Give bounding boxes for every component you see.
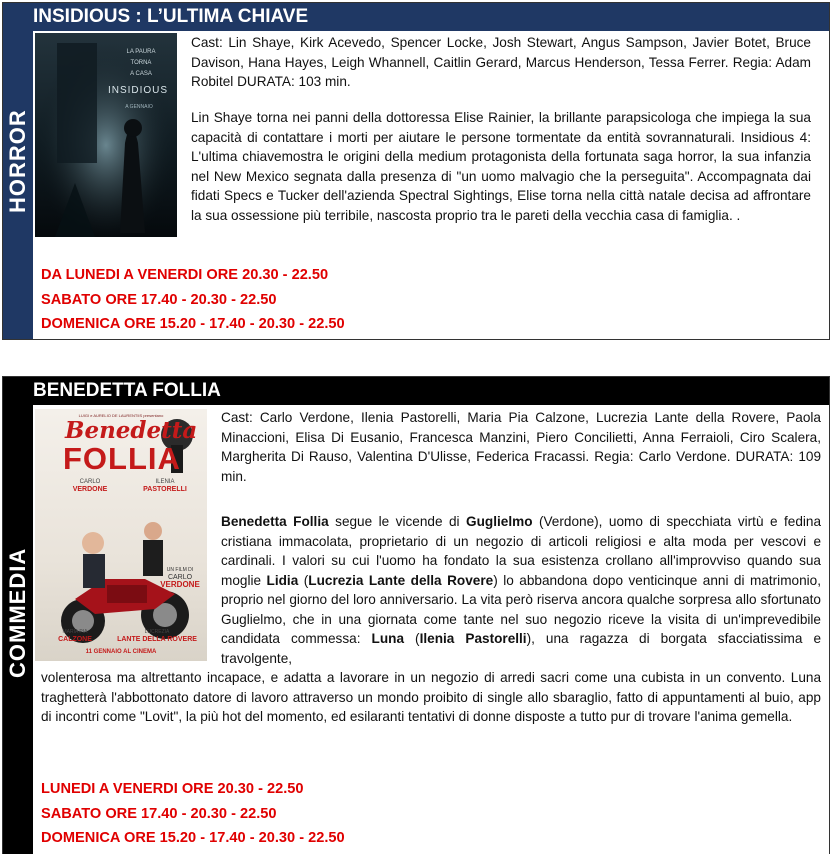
plot-text: (	[298, 572, 309, 588]
poster-cast-left	[65, 479, 115, 493]
poster-cast-bottom-right-last: LANTE DELLA ROVERE	[117, 636, 197, 643]
plot-actor: Lucrezia Lante della Rovere	[308, 572, 494, 588]
plot-text: (	[404, 631, 420, 646]
poster-tagline: LA PAURA TORNA A CASA	[126, 49, 156, 77]
poster-cast-right-first: ILENIA	[155, 479, 175, 485]
poster-cast-right-last: PASTORELLI	[143, 486, 187, 493]
genre-label: COMMEDIA	[5, 547, 30, 678]
showtimes	[41, 263, 345, 337]
showtime-weekday: DA LUNEDI A VENERDI ORE 20.30 - 22.50	[41, 267, 329, 283]
film-title: INSIDIOUS : L’ULTIMA CHIAVE	[3, 3, 829, 31]
plot-character: Lidia	[266, 572, 299, 588]
plot-film-title: Benedetta Follia	[221, 514, 329, 529]
poster-cast-right	[135, 479, 195, 493]
genre-sidebar	[3, 405, 33, 854]
poster-studio: LUIGI e AURELIO DE LAURENTIIS presentano	[78, 413, 164, 418]
movie-poster	[35, 409, 207, 661]
poster-release: 11 GENNAIO AL CINEMA	[85, 649, 157, 655]
cast-info: Cast: Carlo Verdone, Ilenia Pastorelli, Maria Pia Calzone, Lucrezia Lante della Rovere, Paola Minaccioni, Elisa Di Eusanio, Francesca Manzini, Piero Concilietti, Anna Ferraioli, Ciro Scalera, Margherita Di Rauso, Valentina D'Ulisse, Federica Fracassi. Regia: Carlo Verdone. DURATA: 109 min.	[221, 410, 821, 484]
poster-cast-bottom-left-first: MARIA PIA	[62, 629, 88, 635]
cast-info: Cast: Lin Shaye, Kirk Acevedo, Spencer Locke, Josh Stewart, Angus Sampson, Javier Botet, Bruce Davison, Hana Hayes, Leigh Whannell, Caitlin Gerard, Marcus Henderson, Tessa Ferrer. Regia: Adam Robitel DURATA: 103 min.	[191, 35, 811, 89]
showtimes	[41, 777, 345, 851]
plot-actor: Ilenia Pastorelli	[419, 631, 527, 646]
poster-title-script: Benedetta	[65, 417, 198, 444]
plot-character: Luna	[371, 631, 405, 646]
film-card-insidious	[2, 2, 830, 340]
showtime-sunday: DOMENICA ORE 15.20 - 17.40 - 20.30 - 22.50	[41, 830, 345, 846]
genre-sidebar	[3, 31, 33, 339]
plot-text: segue le vicende di	[328, 514, 467, 529]
poster-director-first: CARLO	[167, 574, 193, 581]
showtime-weekday: LUNEDI A VENERDI ORE 20.30 - 22.50	[41, 781, 304, 797]
poster-cast-bottom-left	[45, 629, 105, 643]
poster-cast-bottom-left-last: CALZONE	[58, 636, 92, 643]
poster-director	[157, 567, 203, 588]
poster-director-last: VERDONE	[160, 580, 200, 589]
poster-cast-left-first: CARLO	[79, 479, 101, 485]
plot-continuation: volenterosa ma altrettanto incapace, e adatta a lavorare in un negozio di arredi sacri come una cubista in un convento. Luna traghetterà l'abbottonato datore di lavoro attraverso un mondo proibito di single allo sbaraglio, fatto di appuntamenti al buio, app di incontri come "Lovit", la più hot del momento, ed esilaranti tentativi di donne disposte a tutto pur di trovare l'anima gemella.	[41, 670, 821, 724]
plot-summary: Lin Shaye torna nei panni della dottoressa Elise Rainier, la brillante parapsicologa che impiega la sua capacità di contattare i morti per aiutare le persone tormentate da entità sovrannaturali. Insidious 4: L'ultima chiavemostra le origini della medium protagonista della fortunata saga horror, la sua infanzia nel New Mexico segnata dalla presenza di "un uomo malvagio che la perseguita". Accompagnata dai fidati Specs e Tucker dell'azienda Spectral Sightings, Elise torna nella città natale decisa ad affrontare la sua ossessione più terribile, nascosta proprio tra le pareti della vecchia casa di famiglia. .	[191, 110, 811, 223]
plot-summary	[221, 512, 821, 668]
showtime-saturday: SABATO ORE 17.40 - 20.30 - 22.50	[41, 291, 277, 308]
plot-text: (Verdone), uomo di specchiata virtù e fedina cristiana immacolata, proprietario di un negozio di articoli religiosi e alta moda per vescovi e cardinali. I valori su cui l'uomo ha fondato la sua esistenza crollano all'improvviso quando sua moglie	[221, 514, 821, 588]
showtime-sunday: DOMENICA ORE 15.20 - 17.40 - 20.30 - 22.50	[41, 316, 345, 332]
poster-title: FOLLIA	[63, 441, 181, 476]
genre-label: HORROR	[5, 109, 30, 213]
plot-text: ) lo abbandona dopo venticinque anni di matrimonio, proprio nel giorno del loro anniversario. La vita però riserva ancora qualche sorpresa allo sfortunato Guglielmo, che in una giornata come tante nel suo negozio riceve la visita di un'imprevedibile candidata commessa:	[221, 572, 821, 646]
film-title: BENEDETTA FOLLIA	[3, 377, 829, 405]
plot-character: Guglielmo	[466, 514, 533, 529]
poster-date: A GENNAIO	[125, 104, 153, 110]
showtime-saturday: SABATO ORE 17.40 - 20.30 - 22.50	[41, 805, 277, 822]
poster-cast-bottom-right	[109, 629, 205, 643]
plot-text: ), una ragazza di borgata sfacciatissima e travolgente,	[221, 631, 821, 666]
film-card-benedetta-follia	[2, 376, 830, 854]
poster-cast-bottom-right-first: LUCREZIA	[144, 629, 170, 635]
poster-title: INSIDIOUS	[107, 85, 169, 96]
poster-cast-left-last: VERDONE	[72, 486, 108, 493]
movie-poster	[35, 33, 177, 237]
poster-director-caption: UN FILM DI	[166, 567, 194, 573]
